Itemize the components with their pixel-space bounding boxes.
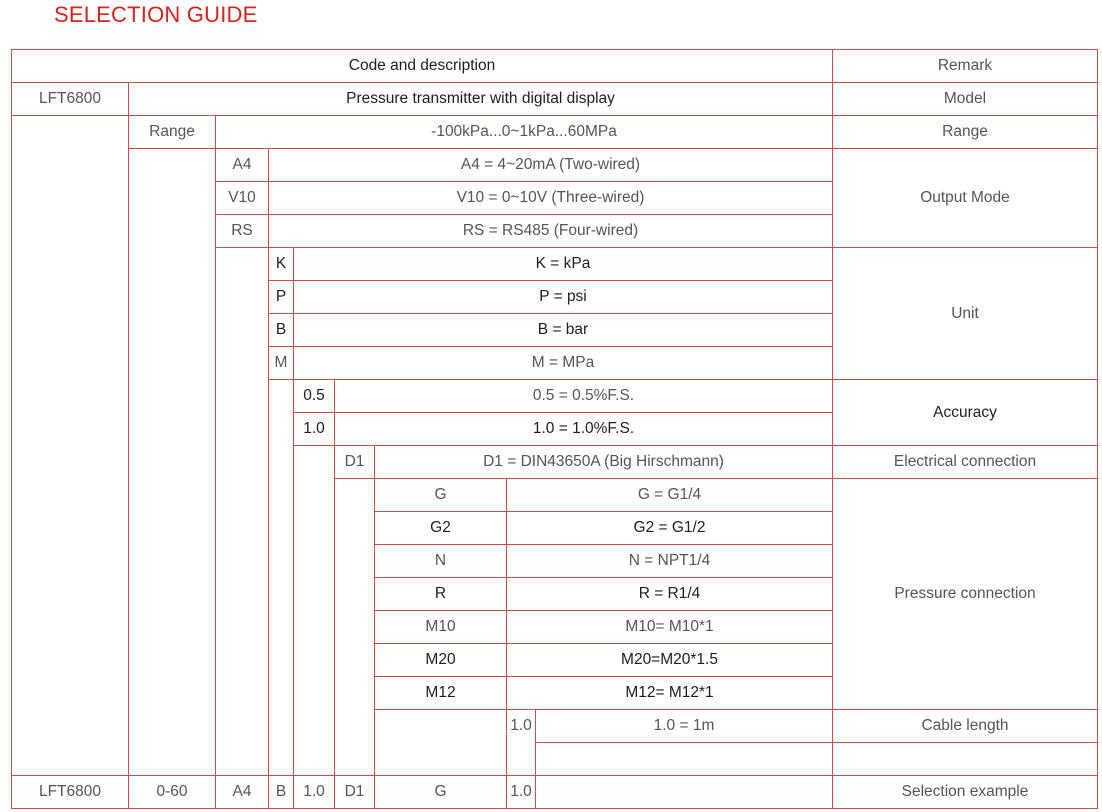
pressure-code-n: N <box>434 552 447 569</box>
cable-remark: Cable length <box>921 717 1009 734</box>
example-unit: B <box>275 783 287 800</box>
pressure-remark: Pressure connection <box>894 585 1036 602</box>
example-electrical: D1 <box>344 783 365 800</box>
model-remark: Model <box>943 90 987 107</box>
electrical-code: D1 <box>344 453 365 470</box>
accuracy-code-10: 1.0 <box>303 420 325 437</box>
unit-desc-k: K = kPa <box>535 255 591 272</box>
cable-desc: 1.0 = 1m <box>653 717 715 734</box>
pressure-code-m20: M20 <box>425 651 456 668</box>
electrical-remark: Electrical connection <box>893 453 1037 470</box>
pressure-code-m10: M10 <box>425 618 456 635</box>
pressure-desc-n: N = NPT1/4 <box>628 552 711 569</box>
unit-code-p: P <box>275 288 287 305</box>
pressure-desc-m20: M20=M20*1.5 <box>621 651 718 668</box>
unit-code-b: B <box>275 321 287 338</box>
range-remark: Range <box>942 123 988 140</box>
pressure-desc-m10: M10= M10*1 <box>625 618 714 635</box>
header-remark: Remark <box>937 57 993 74</box>
example-output: A4 <box>232 783 252 800</box>
range-value: -100kPa...0~1kPa...60MPa <box>431 123 617 140</box>
unit-desc-p: P = psi <box>539 288 587 305</box>
accuracy-remark: Accuracy <box>933 403 997 421</box>
range-label: Range <box>149 123 195 140</box>
output-remark: Output Mode <box>920 189 1010 206</box>
page-title: SELECTION GUIDE <box>54 2 258 27</box>
example-remark: Selection example <box>901 783 1029 800</box>
example-model: LFT6800 <box>38 783 102 800</box>
accuracy-desc-10: 1.0 = 1.0%F.S. <box>532 420 635 437</box>
unit-desc-m: M = MPa <box>531 354 595 371</box>
output-code-rs: RS <box>231 222 253 239</box>
unit-code-m: M <box>274 354 288 371</box>
output-code-a4: A4 <box>232 156 252 173</box>
accuracy-desc-05: 0.5 = 0.5%F.S. <box>532 387 635 404</box>
electrical-desc: D1 = DIN43650A (Big Hirschmann) <box>483 453 724 470</box>
header-code-description: Code and description <box>348 57 496 74</box>
cable-code: 1.0 <box>510 717 532 734</box>
accuracy-code-05: 0.5 <box>303 387 325 404</box>
model-code: LFT6800 <box>38 90 102 107</box>
example-pressure: G <box>434 783 447 800</box>
output-desc-rs: RS = RS485 (Four-wired) <box>462 222 639 239</box>
pressure-code-r: R <box>434 585 447 602</box>
unit-code-k: K <box>275 255 287 272</box>
unit-desc-b: B = bar <box>537 321 589 338</box>
model-description: Pressure transmitter with digital display <box>346 90 615 107</box>
example-accuracy: 1.0 <box>303 783 325 800</box>
example-range: 0-60 <box>156 783 188 800</box>
pressure-desc-m12: M12= M12*1 <box>625 684 714 701</box>
pressure-code-g2: G2 <box>430 519 451 536</box>
pressure-code-m12: M12 <box>425 684 456 701</box>
output-desc-v10: V10 = 0~10V (Three-wired) <box>456 189 645 206</box>
unit-remark: Unit <box>951 304 979 322</box>
output-desc-a4: A4 = 4~20mA (Two-wired) <box>460 156 641 173</box>
example-cable: 1.0 <box>510 783 532 800</box>
pressure-desc-r: R = R1/4 <box>638 585 701 602</box>
pressure-desc-g2: G2 = G1/2 <box>633 519 706 536</box>
pressure-code-g: G <box>434 486 447 503</box>
pressure-desc-g: G = G1/4 <box>637 486 702 503</box>
output-code-v10: V10 <box>228 189 256 206</box>
